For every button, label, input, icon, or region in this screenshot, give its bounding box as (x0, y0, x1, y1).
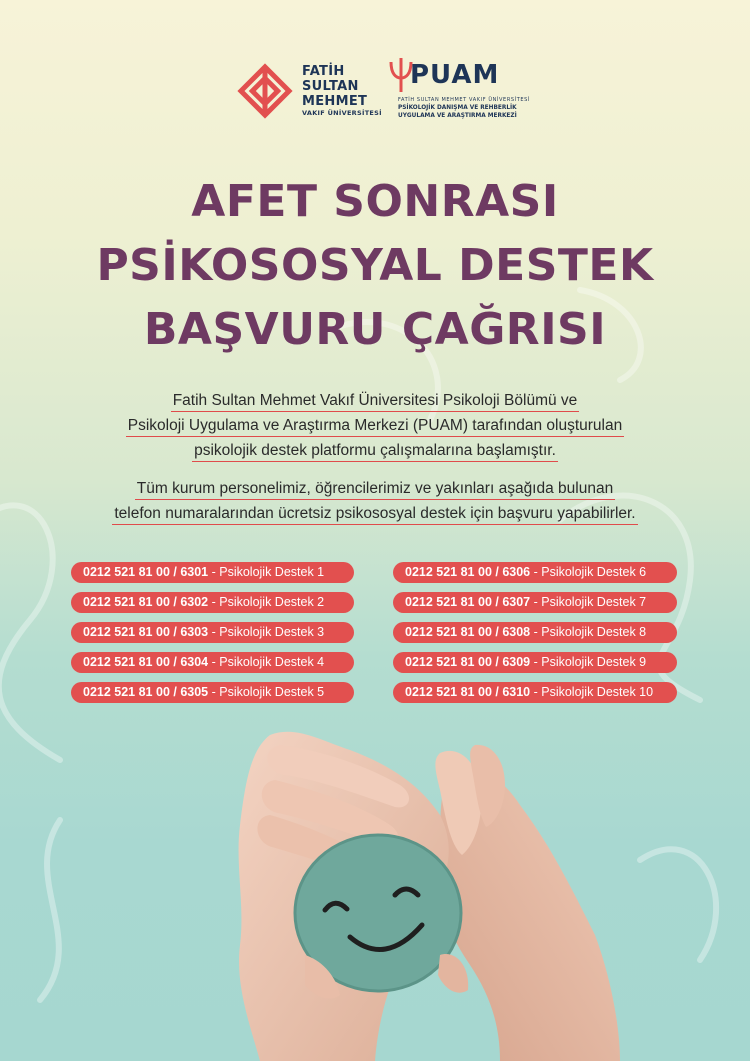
intro-line-2: Psikoloji Uygulama ve Araştırma Merkezi (PUAM) tarafından oluşturulan (126, 415, 624, 437)
phone-pill[interactable]: 0212 521 81 00 / 6305 - Psikolojik Destek 5 (71, 682, 354, 703)
phone-pill[interactable]: 0212 521 81 00 / 6301 - Psikolojik Destek 1 (71, 562, 354, 583)
puam-logo (388, 52, 531, 124)
phone-pill[interactable]: 0212 521 81 00 / 6308 - Psikolojik Destek 8 (393, 622, 677, 643)
puam-subtitle: PSİKOLOJİK DANIŞMA VE REHBERLİK UYGULAMA VE ARAŞTIRMA MERKEZİ (398, 105, 517, 119)
intro-paragraph (0, 388, 750, 463)
call-paragraph (0, 476, 750, 526)
title-line-1: AFET SONRASI (191, 176, 559, 227)
puam-university: FATİH SULTAN MEHMET VAKIF ÜNİVERSİTESİ (398, 97, 531, 103)
fsm-subtitle: VAKIF ÜNİVERSİTESİ (302, 109, 382, 117)
fsm-name: FATİH SULTAN MEHMET (302, 64, 368, 109)
phone-pill[interactable]: 0212 521 81 00 / 6310 - Psikolojik Destek 10 (393, 682, 677, 703)
phone-pill[interactable]: 0212 521 81 00 / 6307 - Psikolojik Destek 7 (393, 592, 677, 613)
intro-line-1: Fatih Sultan Mehmet Vakıf Üniversitesi Psikoloji Bölümü ve (171, 390, 580, 412)
title-line-3: BAŞVURU ÇAĞRISI (143, 304, 607, 355)
page-title (0, 170, 750, 362)
hands-smiley-illustration (200, 705, 620, 1061)
puam-wordmark: PUAM (410, 60, 500, 90)
phone-pill[interactable]: 0212 521 81 00 / 6306 - Psikolojik Destek 6 (393, 562, 677, 583)
title-line-2: PSİKOSOSYAL DESTEK (96, 240, 654, 291)
fsm-logo (234, 60, 384, 120)
call-line-2: telefon numaralarından ücretsiz psikososyal destek için başvuru yapabilirler. (112, 503, 637, 525)
phone-pill[interactable]: 0212 521 81 00 / 6304 - Psikolojik Destek 4 (71, 652, 354, 673)
phone-pill[interactable]: 0212 521 81 00 / 6309 - Psikolojik Destek 9 (393, 652, 677, 673)
phone-pill[interactable]: 0212 521 81 00 / 6303 - Psikolojik Destek 3 (71, 622, 354, 643)
fsm-emblem-icon (234, 60, 296, 122)
phone-pill[interactable]: 0212 521 81 00 / 6302 - Psikolojik Destek 2 (71, 592, 354, 613)
call-line-1: Tüm kurum personelimiz, öğrencilerimiz ve yakınları aşağıda bulunan (135, 478, 615, 500)
intro-line-3: psikolojik destek platformu çalışmalarına başlamıştır. (192, 440, 558, 462)
